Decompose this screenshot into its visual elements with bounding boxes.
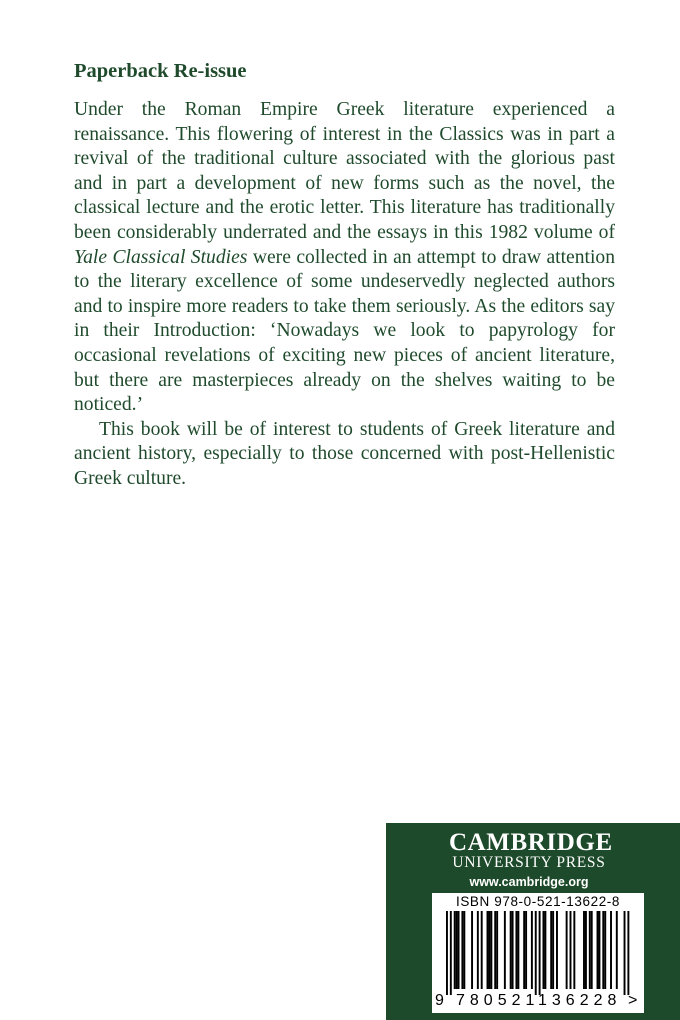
barcode-guard-bar [624, 911, 626, 995]
barcode-bar [517, 911, 519, 989]
publisher-subtitle: UNIVERSITY PRESS [452, 854, 606, 871]
barcode-guard-bar [450, 911, 452, 995]
back-cover-text [74, 58, 615, 492]
barcode-bar [461, 911, 463, 989]
barcode-bar [523, 911, 525, 989]
barcode-bar [512, 911, 514, 989]
barcode-bar [543, 911, 545, 989]
barcode-bar [454, 911, 456, 989]
isbn-label: ISBN 978-0-521-13622-8 [455, 894, 621, 909]
audience-paragraph: This book will be of interest to students of Greek literature and ancient history, especially to those concerned with post-Hellenistic Greek culture. [74, 418, 615, 489]
publisher-url: www.cambridge.org [469, 875, 589, 889]
barcode-bar [510, 911, 512, 989]
barcode-bar [531, 911, 533, 989]
barcode-bar [583, 911, 585, 989]
barcode-bar [591, 911, 593, 989]
barcode-bar [552, 911, 554, 989]
barcode-lead-digit: 9 [435, 992, 444, 1009]
barcode-guard-bar [627, 911, 629, 995]
barcode-bar [544, 911, 546, 989]
barcode-bar [585, 911, 587, 989]
barcode-bar [481, 911, 483, 989]
barcode-bar [604, 911, 606, 989]
barcode-bar [573, 911, 575, 989]
barcode-bar [570, 911, 572, 989]
barcode-bar [487, 911, 489, 989]
barcode-left-group: 780521 [456, 992, 540, 1009]
barcode-bar [494, 911, 496, 989]
barcode-bar [463, 911, 465, 989]
barcode-bar [471, 911, 473, 989]
barcode-guard-bar [539, 911, 541, 995]
barcode-guard-bar [535, 911, 537, 995]
publisher-panel [386, 823, 680, 1020]
barcode-end-mark: > [628, 992, 638, 1009]
barcode-bar [477, 911, 479, 989]
barcode-bar [556, 911, 558, 989]
description-paragraph [74, 98, 615, 418]
barcode-guard-bar [446, 911, 448, 995]
barcode-bar [496, 911, 498, 989]
barcode-bar [488, 911, 490, 989]
barcode-right-group: 136228 [538, 992, 622, 1009]
barcode-bar [525, 911, 527, 989]
barcode-bar [610, 911, 612, 989]
barcode-bar [504, 911, 506, 989]
barcode-bar [566, 911, 568, 989]
barcode-bar [589, 911, 591, 989]
barcode-bar [456, 911, 458, 989]
barcode-bar [515, 911, 517, 989]
barcode-bar [597, 911, 599, 989]
barcode-bar [490, 911, 492, 989]
barcode-bar [598, 911, 600, 989]
barcode-bar [602, 911, 604, 989]
heading: Paperback Re-issue [74, 60, 247, 82]
barcode-digits [432, 991, 644, 1011]
description-text-part-2: were collected in an attempt to draw attention to the literary excellence of some undeservedly neglected authors and to inspire more readers to take them seriously. As the editors say in their Introduction: ‘Nowadays we look to papyrology for occasional revelations of exciting new pieces of ancient literature, but there are masterpieces already on the shelves waiting to be noticed.’ [74, 246, 616, 416]
description-text-part-1: Under the Roman Empire Greek literature experienced a renaissance. This flowering of interest in the Classics was in part a revival of the traditional culture associated with the glorious past and in part a development of new forms such as the novel, the classical lecture and the erotic letter. This literature has traditionally been considerably underrated and the essays in this 1982 volume of [74, 99, 615, 243]
barcode-box [432, 893, 644, 1013]
barcode-bar [458, 911, 460, 989]
barcode-bar [550, 911, 552, 989]
barcode-bar [616, 911, 618, 989]
publisher-name: CAMBRIDGE [449, 829, 613, 856]
series-title: Yale Classical Studies [74, 246, 248, 268]
